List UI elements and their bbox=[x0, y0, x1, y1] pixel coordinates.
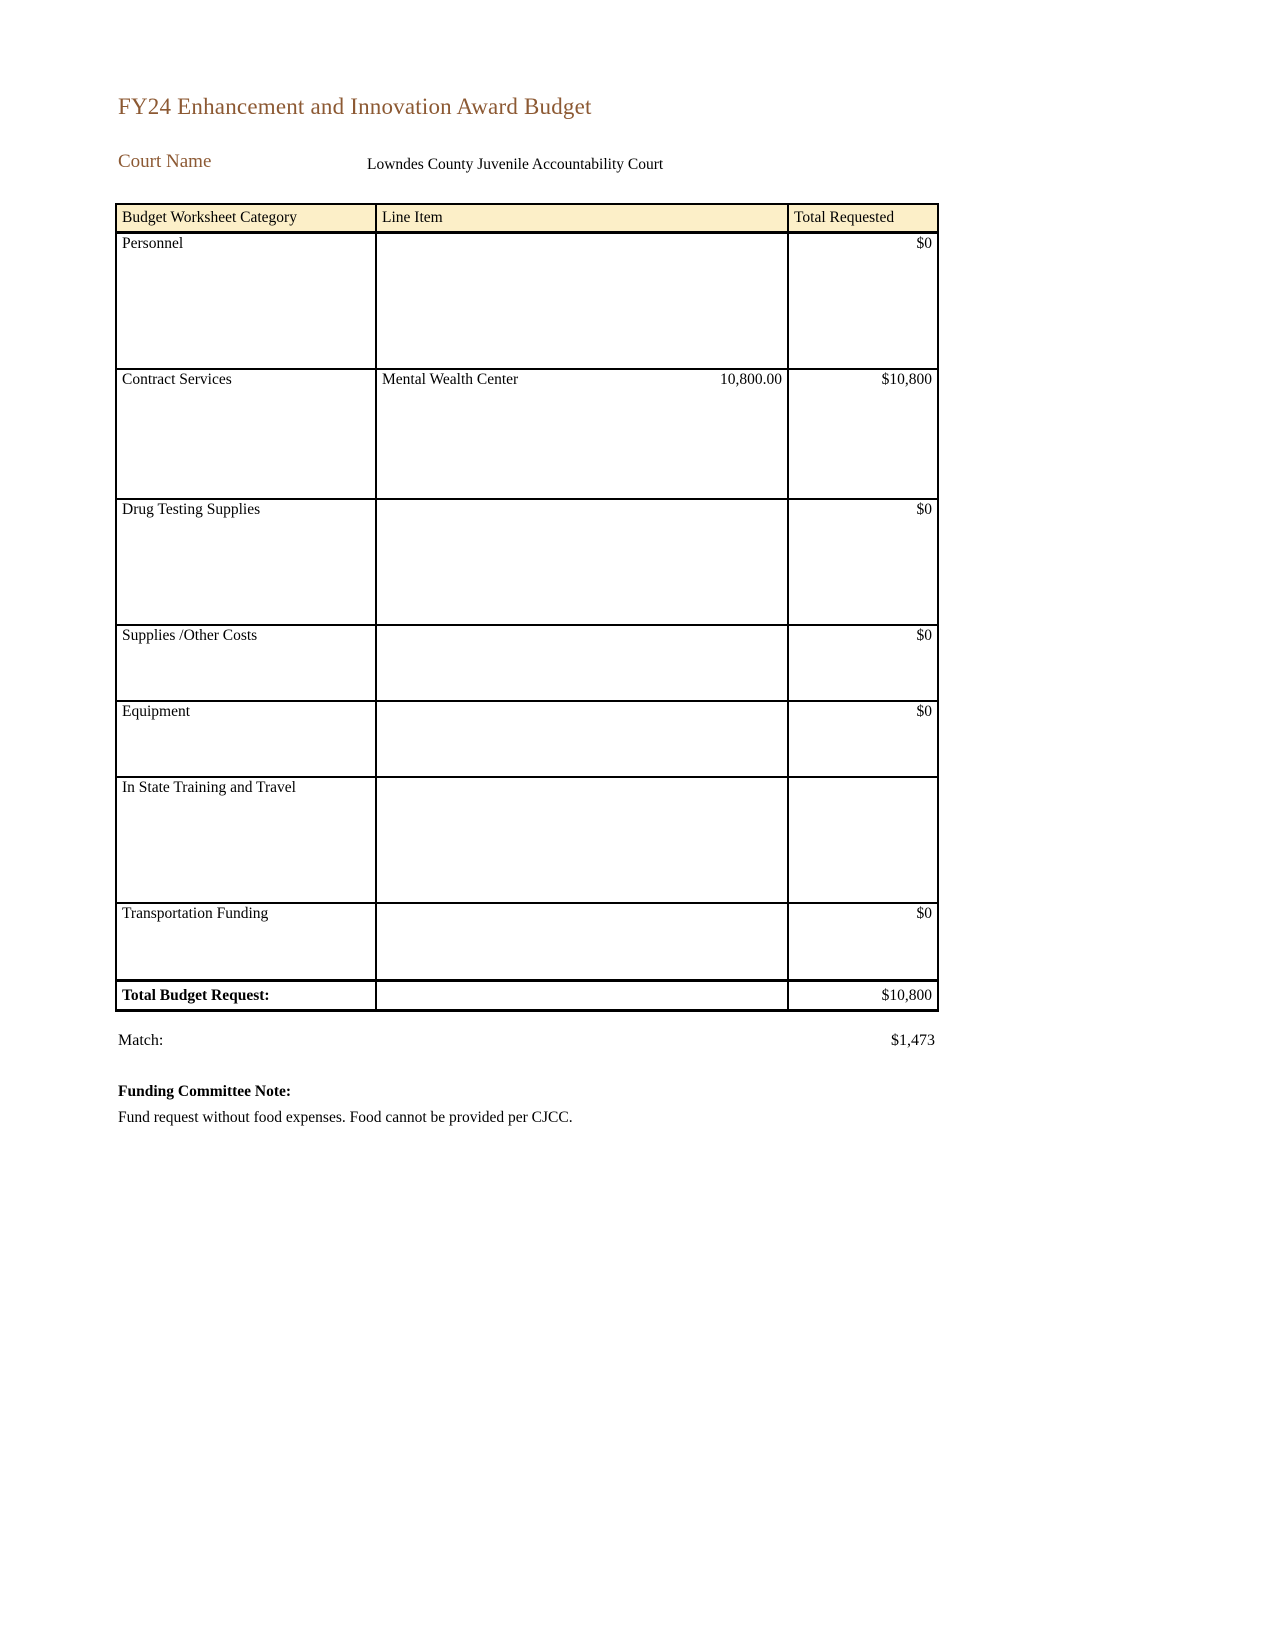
match-label: Match: bbox=[118, 1032, 164, 1049]
category-cell: In State Training and Travel bbox=[116, 777, 376, 903]
match-row bbox=[118, 1032, 935, 1050]
total-requested-cell: $0 bbox=[788, 625, 938, 701]
line-item-amount: 10,800.00 bbox=[720, 370, 782, 388]
line-item-cell bbox=[376, 777, 788, 903]
column-header-category: Budget Worksheet Category bbox=[116, 204, 376, 233]
column-header-total-requested: Total Requested bbox=[788, 204, 938, 233]
budget-table bbox=[115, 203, 939, 1012]
column-header-line-item: Line Item bbox=[376, 204, 788, 233]
table-header-row bbox=[116, 204, 938, 233]
table-row-personnel bbox=[116, 233, 938, 369]
line-item-cell bbox=[376, 369, 788, 499]
line-item-name: Mental Wealth Center bbox=[382, 370, 519, 388]
total-requested-cell bbox=[788, 777, 938, 903]
category-cell: Personnel bbox=[116, 233, 376, 369]
page-title: FY24 Enhancement and Innovation Award Budget bbox=[118, 94, 592, 119]
funding-committee-note-body: Fund request without food expenses. Food cannot be provided per CJCC. bbox=[118, 1109, 573, 1126]
line-item-cell bbox=[376, 233, 788, 369]
table-row-total-budget-request bbox=[116, 981, 938, 1011]
category-cell: Equipment bbox=[116, 701, 376, 777]
total-budget-request-label: Total Budget Request: bbox=[116, 981, 376, 1011]
table-row-supplies-other-costs bbox=[116, 625, 938, 701]
category-cell: Supplies /Other Costs bbox=[116, 625, 376, 701]
court-name-label: Court Name bbox=[118, 151, 212, 172]
total-row-spacer-cell bbox=[376, 981, 788, 1011]
table-row-drug-testing-supplies bbox=[116, 499, 938, 625]
total-budget-request-value: $10,800 bbox=[788, 981, 938, 1011]
total-requested-cell: $10,800 bbox=[788, 369, 938, 499]
match-value: $1,473 bbox=[891, 1032, 935, 1049]
line-item-cell bbox=[376, 701, 788, 777]
table-row-transportation-funding bbox=[116, 903, 938, 981]
funding-committee-note-heading: Funding Committee Note: bbox=[118, 1083, 292, 1100]
total-requested-cell: $0 bbox=[788, 701, 938, 777]
line-item-cell bbox=[376, 903, 788, 981]
table-row-in-state-training-travel bbox=[116, 777, 938, 903]
category-cell: Contract Services bbox=[116, 369, 376, 499]
table-row-contract-services bbox=[116, 369, 938, 499]
court-name-value: Lowndes County Juvenile Accountability Court bbox=[367, 156, 664, 173]
total-requested-cell: $0 bbox=[788, 233, 938, 369]
line-item-cell bbox=[376, 499, 788, 625]
category-cell: Drug Testing Supplies bbox=[116, 499, 376, 625]
total-requested-cell: $0 bbox=[788, 903, 938, 981]
line-item-cell bbox=[376, 625, 788, 701]
category-cell: Transportation Funding bbox=[116, 903, 376, 981]
table-row-equipment bbox=[116, 701, 938, 777]
total-requested-cell: $0 bbox=[788, 499, 938, 625]
